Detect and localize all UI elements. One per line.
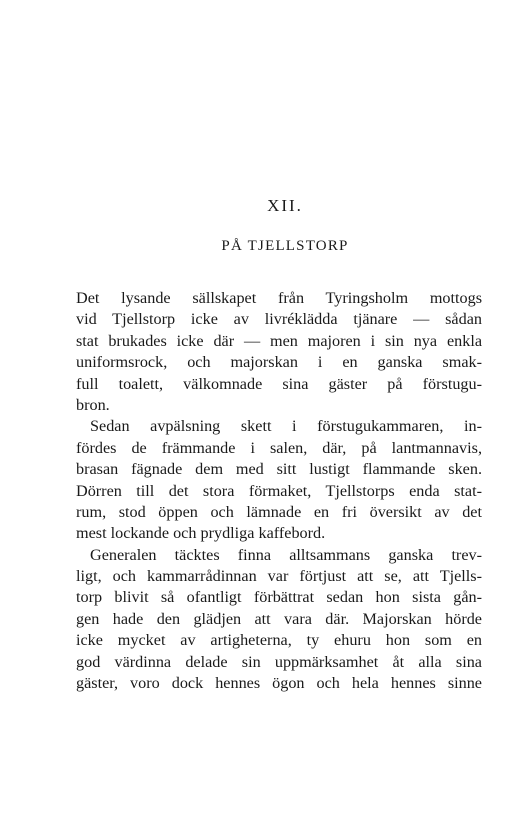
text-line: brasan fägnade dem med sitt lustigt flammande sken. — [76, 460, 482, 479]
text-line: mest lockande och prydliga kaffebord. — [76, 524, 326, 543]
chapter-title: PÅ TJELLSTORP — [221, 238, 349, 254]
text-line: Dörren till det stora förmaket, Tjellstorps enda stat- — [76, 481, 482, 500]
text-line: Sedan avpälsning skett i förstugukammaren, in- — [90, 417, 482, 436]
text-line: Generalen täcktes finna alltsammans ganska trev- — [90, 545, 482, 564]
body-text — [76, 288, 482, 694]
text-line: god värdinna delade sin uppmärksamhet åt alla sina — [76, 652, 482, 671]
text-line: icke mycket av artigheterna, ty ehuru hon som en — [76, 631, 482, 650]
text-line: Det lysande sällskapet från Tyringsholm mottogs — [76, 289, 482, 307]
text-line: stat brukades icke där — men majoren i sin nya enkla — [76, 331, 482, 350]
text-line: full toalett, välkomnade sina gäster på förstugu- — [76, 374, 482, 393]
text-line: fördes de främmande i salen, där, på lantmannavis, — [76, 438, 482, 457]
text-line: uniformsrock, och majorskan i en ganska smak- — [76, 353, 482, 372]
chapter-number: XII. — [267, 196, 303, 215]
text-line: gäster, voro dock hennes ögon och hela hennes sinne — [76, 674, 482, 693]
text-line: bron. — [76, 395, 110, 414]
text-line: rum, stod öppen och lämnade en fri översikt av det — [76, 502, 482, 521]
text-line: vid Tjellstorp icke av livréklädda tjänare — sådan — [76, 310, 482, 329]
text-line: gen hade den glädjen att vara där. Majorskan hörde — [76, 609, 482, 628]
text-line: torp blivit så ofantligt förbättrat sedan hon sista gån- — [76, 588, 482, 607]
text-line: ligt, och kammarrådinnan var förtjust att se, att Tjells- — [76, 567, 482, 586]
